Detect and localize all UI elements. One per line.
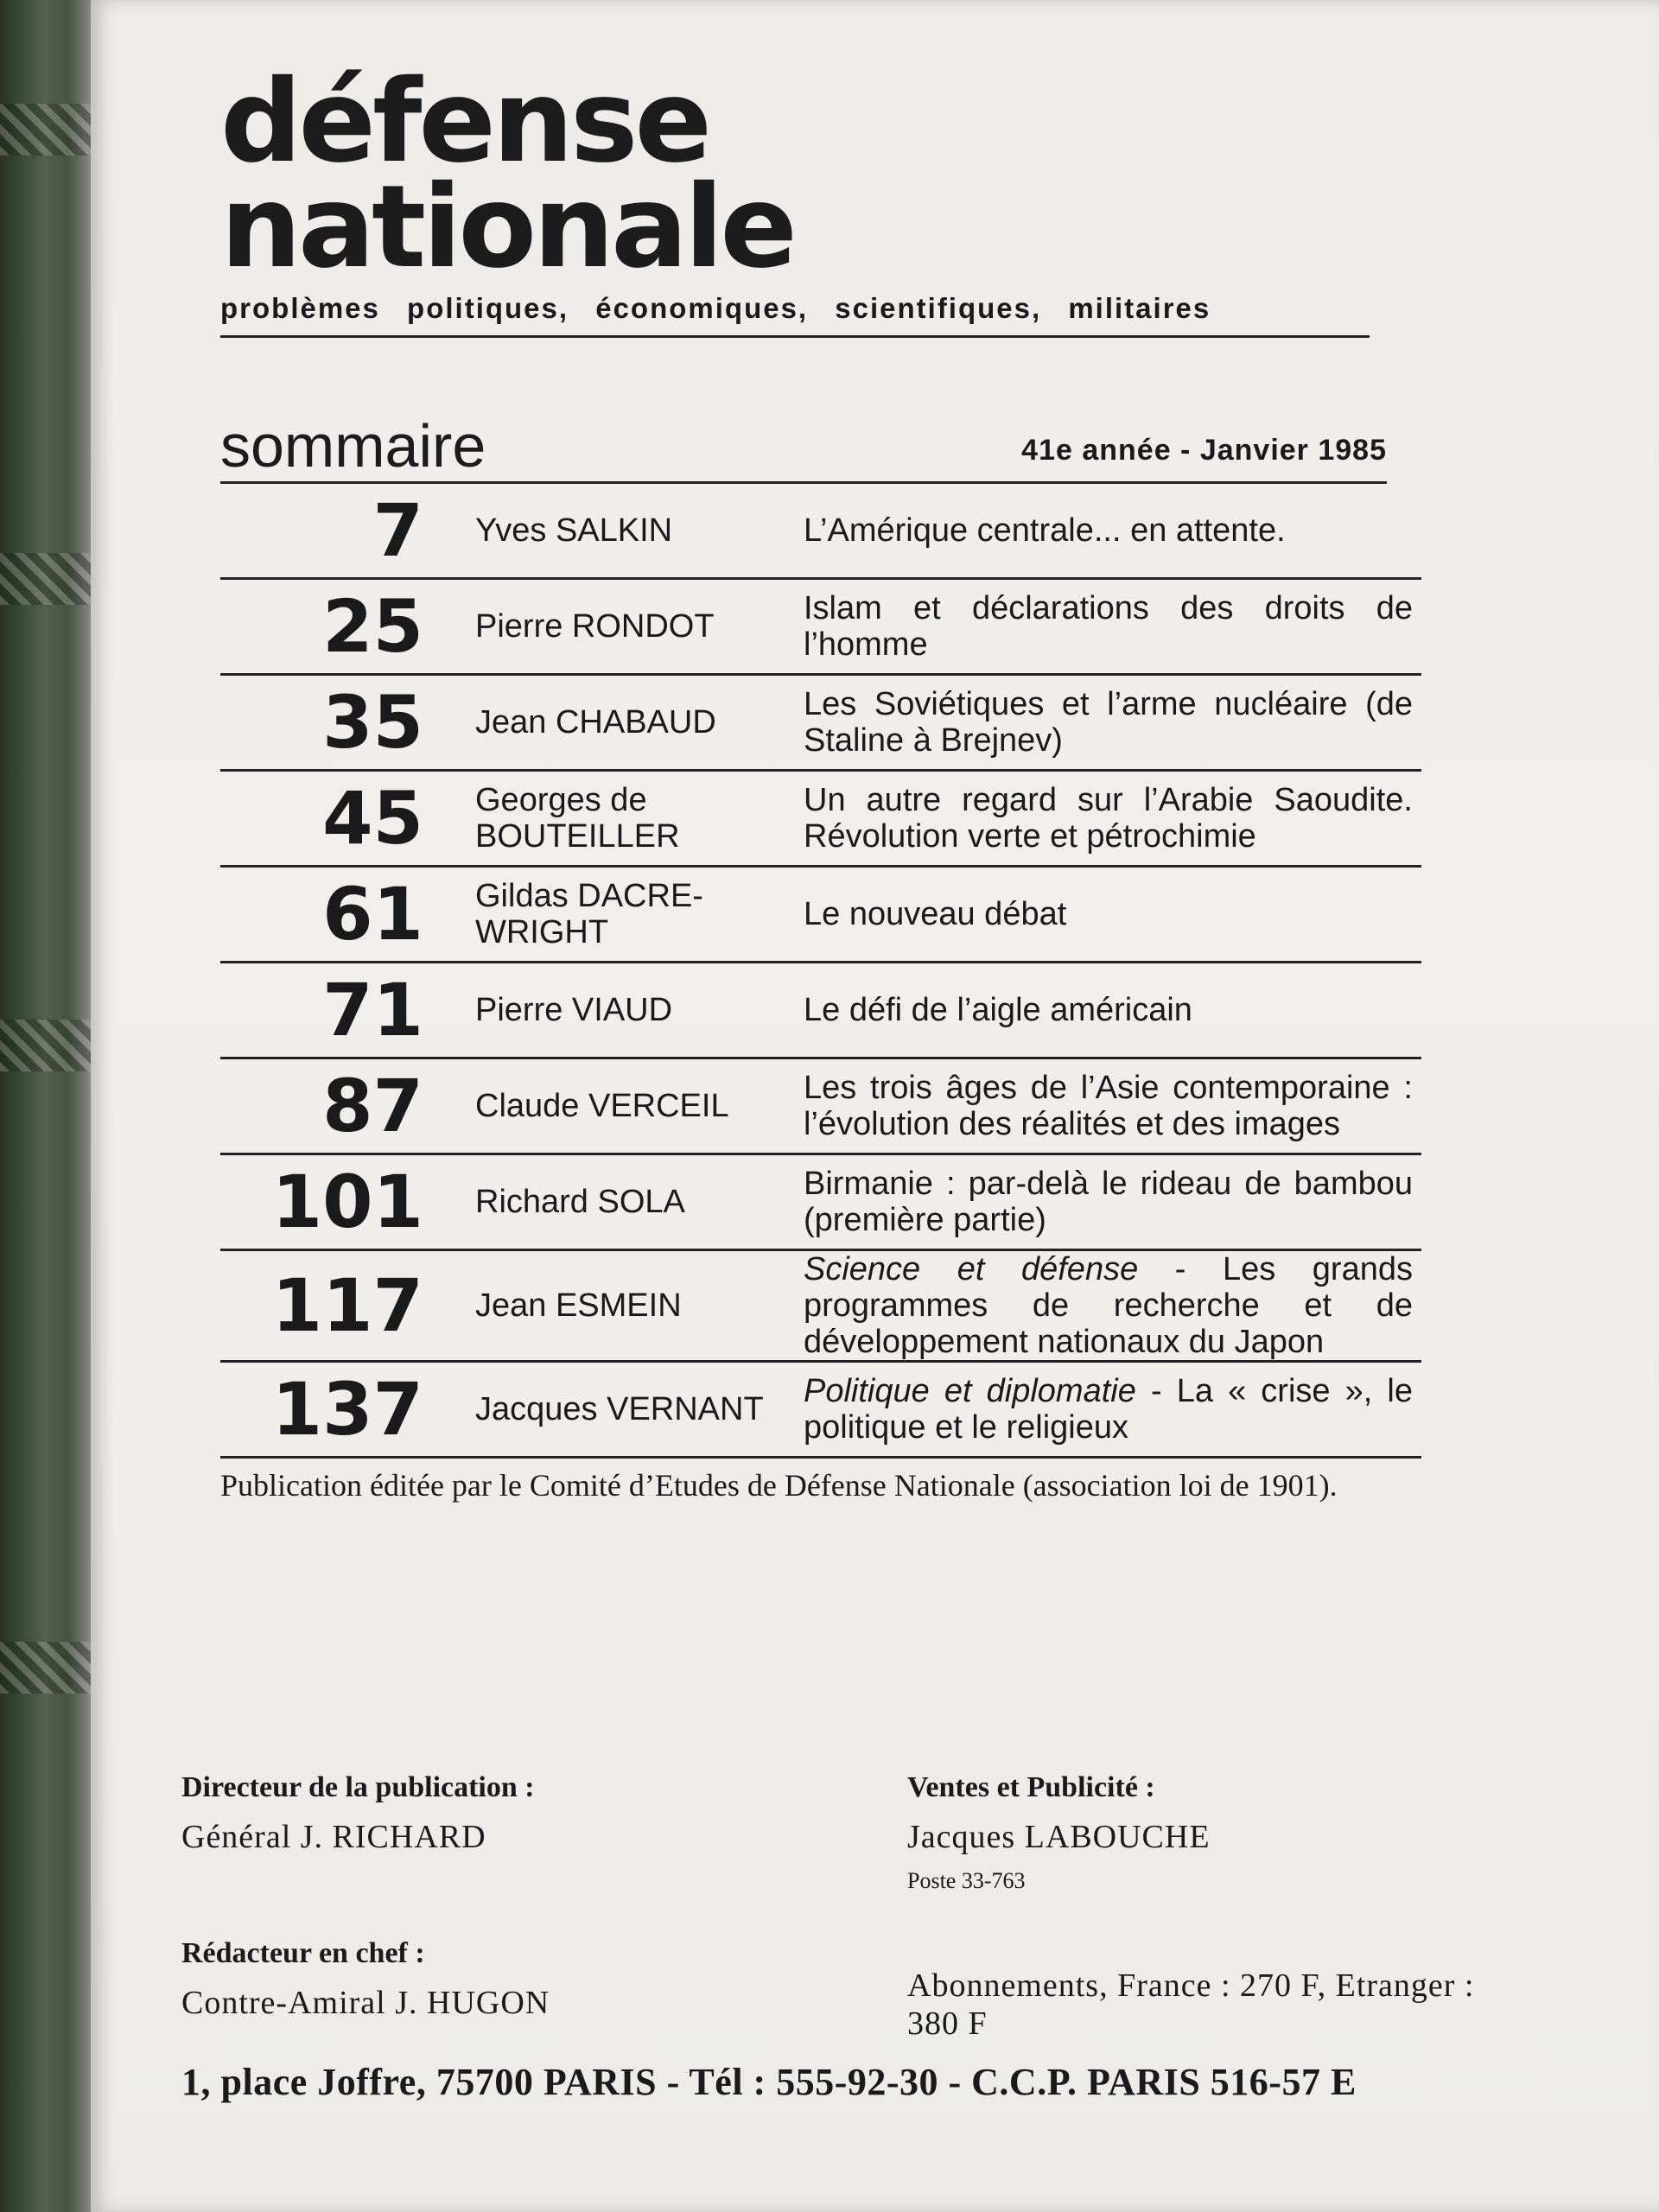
- toc-title-text: - La « crise », le politique et le religieux: [804, 1373, 1413, 1446]
- toc-author: Gildas DACRE-WRIGHT: [475, 878, 703, 950]
- toc-row: [220, 868, 1421, 963]
- toc-article-title: Islam et déclarations des droits de l’homme: [804, 590, 1413, 663]
- toc-page-number: 7: [372, 488, 423, 573]
- toc-author: Jean ESMEIN: [475, 1287, 682, 1324]
- sales-name: Jacques LABOUCHE: [907, 1819, 1211, 1855]
- edition-date: 41e année - Janvier 1985: [1021, 434, 1387, 467]
- toc-row: [220, 963, 1421, 1059]
- toc-page-number: 25: [322, 584, 423, 669]
- cover-texture: [0, 553, 91, 605]
- toc-article-title: Le nouveau débat: [804, 896, 1067, 932]
- credits-block: [181, 1771, 1512, 2104]
- page-content: [220, 55, 1413, 1503]
- toc-author: Pierre RONDOT: [475, 608, 715, 645]
- cover-texture: [0, 104, 91, 156]
- director-name: Général J. RICHARD: [181, 1819, 486, 1855]
- toc-row: [220, 580, 1421, 676]
- toc-article-title: Birmanie : par-delà le rideau de bambou (première partie): [804, 1166, 1413, 1238]
- toc-rubric: Politique et diplomatie: [804, 1373, 1136, 1409]
- address-line: 1, place Joffre, 75700 PARIS - Tél : 555-92-30 - C.C.P. PARIS 516-57 E: [181, 2061, 1357, 2103]
- toc-article-title: L’Amérique centrale... en attente.: [804, 512, 1286, 549]
- toc-row: [220, 1363, 1421, 1459]
- masthead-line-2: nationale: [220, 161, 794, 294]
- director-label: Directeur de la publication :: [181, 1771, 535, 1803]
- toc-row: [220, 676, 1421, 772]
- cover-texture: [0, 1020, 91, 1071]
- masthead: [220, 55, 1395, 294]
- toc-article-title: [804, 1251, 1421, 1360]
- sommaire-header: [220, 412, 1387, 484]
- toc-article-title: Un autre regard sur l’Arabie Saoudite. Révolution verte et pétrochimie: [804, 782, 1413, 855]
- editor-name: Contre-Amiral J. HUGON: [181, 1985, 550, 2021]
- subscriptions-block: [907, 1937, 1512, 2043]
- toc-page-number: 117: [271, 1263, 423, 1348]
- masthead-subtitle: problèmes politiques, économiques, scientifiques, militaires: [220, 292, 1370, 338]
- toc-article-title: Le défi de l’aigle américain: [804, 992, 1192, 1028]
- sales-label: Ventes et Publicité :: [907, 1771, 1155, 1803]
- toc-row: [220, 1059, 1421, 1155]
- sommaire-title: sommaire: [220, 412, 486, 480]
- editor-block: [181, 1937, 786, 2043]
- toc-article-title: Les Soviétiques et l’arme nucléaire (de Staline à Brejnev): [804, 686, 1413, 759]
- table-of-contents: [220, 484, 1421, 1459]
- toc-page-number: 45: [322, 776, 423, 861]
- toc-author: Yves SALKIN: [475, 512, 673, 549]
- toc-author: Jacques VERNANT: [475, 1391, 764, 1427]
- toc-author: Pierre VIAUD: [475, 992, 673, 1028]
- toc-author: Richard SOLA: [475, 1184, 685, 1220]
- toc-article-title: Les trois âges de l’Asie contemporaine : l’évolution des réalités et des images: [804, 1070, 1413, 1142]
- toc-row: [220, 484, 1421, 580]
- toc-rubric: Science et défense: [804, 1251, 1139, 1287]
- toc-title-text: - Les grands programmes de recherche et de développement nationaux du Japon: [804, 1251, 1413, 1360]
- credits-row-2: [181, 1937, 1512, 2043]
- magazine-cover-edge: [0, 0, 91, 2212]
- toc-article-title: [804, 1373, 1421, 1446]
- editor-label: Rédacteur en chef :: [181, 1937, 425, 1969]
- publication-note: Publication éditée par le Comité d’Etudes de Défense Nationale (association loi de 1901).: [220, 1468, 1338, 1503]
- toc-row: [220, 1155, 1421, 1251]
- toc-author: Claude VERCEIL: [475, 1088, 729, 1124]
- toc-row: [220, 772, 1421, 868]
- toc-page-number: 71: [322, 968, 423, 1052]
- toc-page-number: 101: [271, 1160, 423, 1244]
- toc-page-number: 61: [322, 872, 423, 957]
- cover-texture: [0, 1642, 91, 1694]
- subscriptions-text: Abonnements, France : 270 F, Etranger : 380 F: [907, 1967, 1475, 2042]
- sales-phone: Poste 33-763: [907, 1868, 1026, 1893]
- credits-row-1: [181, 1771, 1512, 1894]
- director-block: [181, 1771, 786, 1894]
- toc-author: Georges de BOUTEILLER: [475, 782, 680, 855]
- toc-page-number: 87: [322, 1064, 423, 1148]
- toc-page-number: 35: [322, 680, 423, 765]
- toc-page-number: 137: [271, 1367, 423, 1452]
- toc-row: [220, 1251, 1421, 1363]
- toc-author: Jean CHABAUD: [475, 704, 716, 741]
- sales-block: [907, 1771, 1512, 1894]
- masthead-line-1: défense: [220, 55, 709, 188]
